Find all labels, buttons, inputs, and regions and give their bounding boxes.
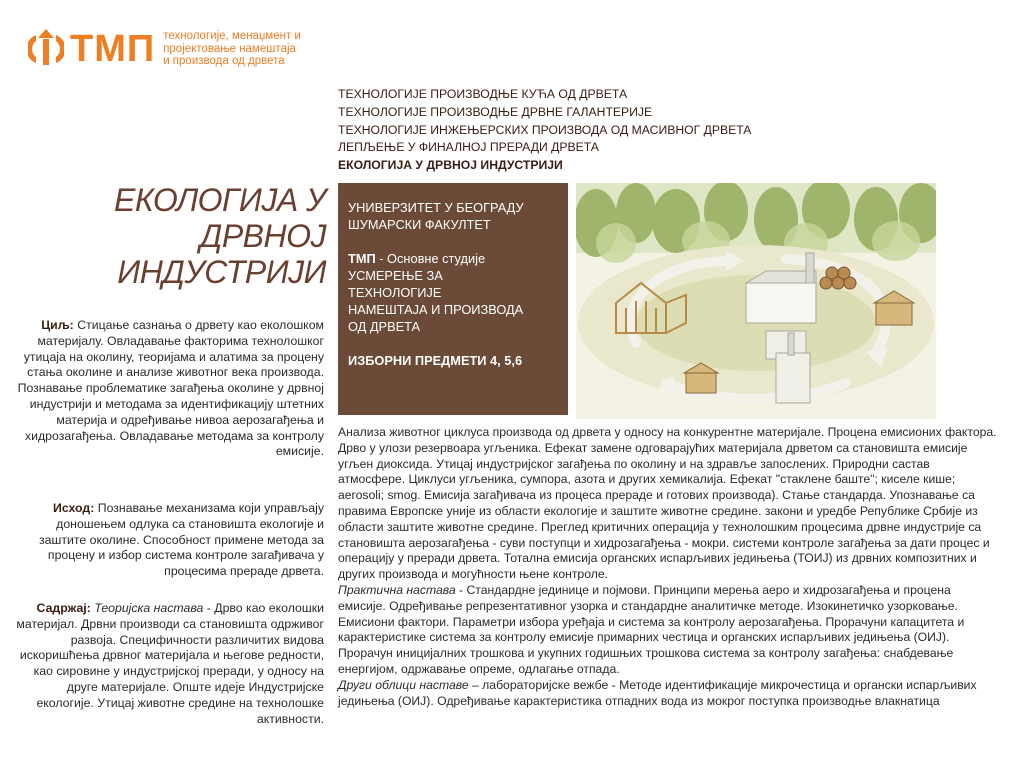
practical-text: - Стандардне јединице и појмови. Принципи мерења аеро и хидрозагађења и процена емисије. Одређивање репрезентативног узорка и стандардне аналитичке методе. Изокинетичко узорковање. Емисиони фактори. Параметри избора уређаја и система за контролу аерозагађења. Прорачуни капацитета и карактеристике система за контролу емисије примарних честица и органских испарљивих једињења (ОИЈ). Прорачун иницијалних трошкова и укупних годишњих трошкова система за контролу загађења: снабдевање енергијом, одржавање опреме, одлагање отпада. <box>338 582 965 676</box>
course-link-gluing[interactable]: ЛЕПЉЕЊЕ У ФИНАЛНОЈ ПРЕРАДИ ДРВЕТА <box>338 140 599 155</box>
tmp-logo-mark <box>28 26 64 72</box>
other-forms-label: Други облици наставе <box>338 677 469 692</box>
program-line <box>348 250 558 267</box>
outcome-section <box>14 501 324 580</box>
goal-section <box>14 318 324 460</box>
course-list <box>338 86 751 175</box>
content-label: Садржај: <box>36 601 91 615</box>
outcome-text: Познавање механизама који управљају доношењем одлука са становишта екологије и заштите околине. Способност примене метода за процену и избор система контроле загађивача у процесима прераде дрвета. <box>39 501 324 579</box>
brand-tagline-line: и производа од дрвета <box>163 55 285 68</box>
brand-tagline-line: технологије, менаџмент и <box>163 30 301 43</box>
description-intro: Анализа животног циклуса производа од дрвета у односу на конкурентне материјале. Процена емисионих фактора. Дрво у улози резервоара угљеника. Ефекат замене одговарајућих материјала дрветом са становишта емисије угљен диоксида. Утицај индустријског загађења по околину и на здравље запослених. Природни састав атмосфере. Циклуси угљеника, сумпора, азота и других хемикалија. Ефекат "стаклене баште"; киселе кише; aerosoli; smog. Емисија загађивача из процеса прераде и готових производа). Стање стандарда. Упознавање са правима Европске уније из области екологије и заштите животне средине. закони и уредбе Републике Србије из области заштите животне средине. Преглед критичних операција у технолошким процесима дрвне индустрије са становишта аерозагађења - суви поступци и хидрозагађења - мокри. системи контроле загађења за дати процес и операцију у преради дрвета. Тотална емисија органских испарљивих једињења (ТОИЈ) из дрвних композитних и других производа и могућности њене контроле. <box>338 425 997 582</box>
direction-line: УСМЕРЕЊЕ ЗА <box>348 268 443 283</box>
course-description <box>338 425 1000 709</box>
practical-label: Практична настава <box>338 582 456 597</box>
other-forms-text: – лабораторијске вежбе - Методе идентификације микрочестица и органски испарљивих једињења (ОИЈ). Одређивање карактеристика отпадних вода из мокрог поступка производње влакнатица <box>338 677 977 708</box>
goal-text: Стицање сазнања о дрвету као еколошком материјалу. Овладавање факторима технолошког утицаја на околину, теоријама и алатима за процену стања околине и анализе животног века производа. Познавање проблематике загађења околине у дрвној индустрији и методама за идентификацију штетних материја и одређивање нивоа аерозагађења и хидрозагађења. Овладавање методама за контролу емисије. <box>17 318 324 459</box>
course-link-engineered-products[interactable]: ТЕХНОЛОГИЈЕ ИНЖЕЊЕРСКИХ ПРОИЗВОДА ОД МАСИВНОГ ДРВЕТА <box>338 122 752 137</box>
program-abbr: ТМП <box>348 251 376 266</box>
faculty-name: ШУМАРСКИ ФАКУЛТЕТ <box>348 217 491 232</box>
brand-logo[interactable] <box>28 26 301 72</box>
university-name: УНИВЕРЗИТЕТ У БЕОГРАДУ <box>348 200 524 215</box>
outcome-label: Исход: <box>53 501 95 515</box>
goal-label: Циљ: <box>41 318 74 332</box>
course-link-gallantry[interactable]: ТЕХНОЛОГИЈЕ ПРОИЗВОДЊЕ ДРВНЕ ГАЛАНТЕРИЈЕ <box>338 104 653 119</box>
electives-label: ИЗБОРНИ ПРЕДМЕТИ 4, 5,6 <box>348 353 523 368</box>
page-title-line: ЕКОЛОГИЈА У <box>114 182 326 218</box>
course-link-houses[interactable]: ТЕХНОЛОГИЈЕ ПРОИЗВОДЊЕ КУЋА ОД ДРВЕТА <box>338 87 628 101</box>
direction-line: ОД ДРВЕТА <box>348 319 421 334</box>
page-title <box>114 182 326 290</box>
course-link-ecology-active[interactable]: ЕКОЛОГИЈА У ДРВНОЈ ИНДУСТРИЈИ <box>338 158 563 173</box>
brand-tagline-line: пројектовање намештаја <box>163 42 296 55</box>
program-info-box <box>338 183 568 415</box>
page-title-line: ИНДУСТРИЈИ <box>117 254 326 290</box>
direction-line: НАМЕШТАЈА И ПРОИЗВОДА <box>348 302 524 317</box>
brand-name: ТМП <box>70 28 156 70</box>
content-section <box>14 601 324 727</box>
brand-tagline <box>163 30 301 68</box>
program-level: - Основне студије <box>375 251 486 266</box>
direction-line: ТЕХНОЛОГИЈЕ <box>348 285 442 300</box>
theory-label: Теоријска настава <box>94 601 204 615</box>
theory-text: - Дрво као еколошки материјал. Дрвни производи са становишта одрживог развоја. Специфичности различитих видова искоришћења дрвног материјала и његове редности, као сировине у индустријској преради, у односу на друге материјале. Опште идеје Индустријске екологије. Утицај животне средине на технолошке активности. <box>16 601 324 726</box>
page-title-line: ДРВНОЈ <box>199 218 326 254</box>
wood-lifecycle-illustration <box>576 183 936 419</box>
